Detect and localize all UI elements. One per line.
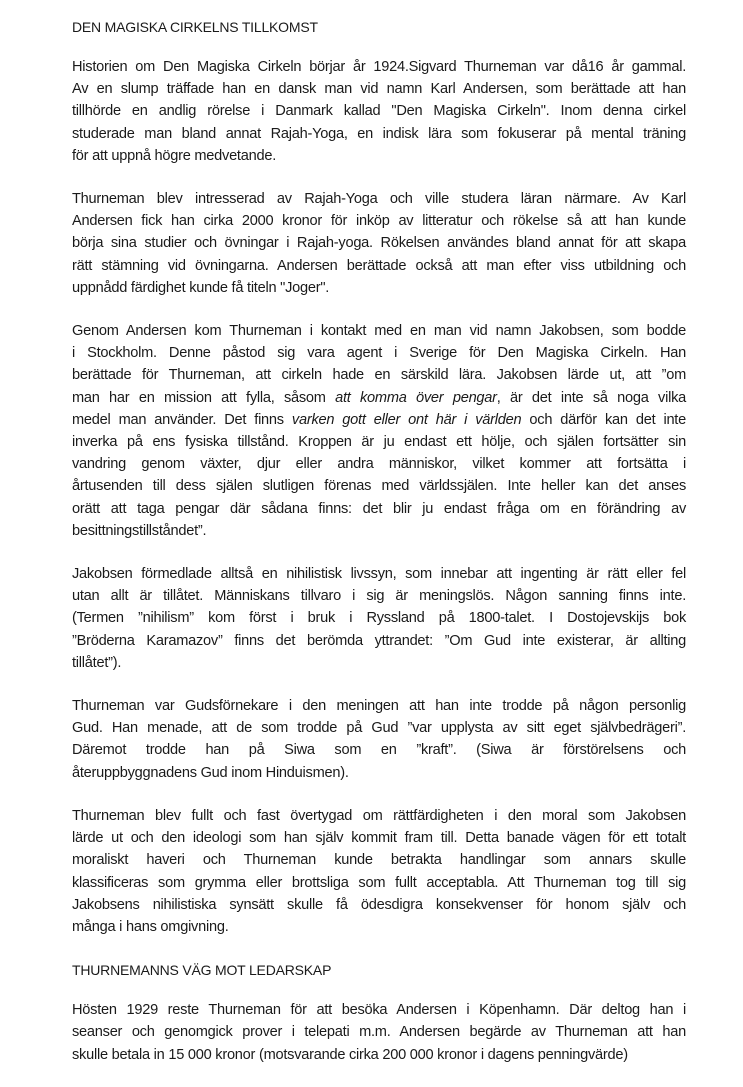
- document-page: [72, 16, 686, 1087]
- emphasized-text: varken gott eller ont här i världen: [291, 411, 522, 428]
- text-line: skulle betala in 15 000 kronor (motsvarande cirka 200 000 kronor i dagens penningvärde): [72, 1046, 628, 1063]
- section-body-tillkomst: [72, 56, 686, 938]
- text-line: Hösten 1929 reste Thurneman för att besöka Andersen i Köpenhamn. Där deltog han i: [72, 1002, 686, 1019]
- section-body-ledarskap: [72, 999, 686, 1066]
- text-line: uppnådd färdighet kunde få titeln "Joger".: [72, 279, 330, 296]
- text-line: inverka på ens fysiska tillstånd. Kroppen är ju endast ett hölje, och själen fortsätter sin: [72, 434, 686, 451]
- text-fragment: man har en mission att fylla, såsom: [72, 389, 336, 406]
- text-fragment: , är det inte så noga vilka: [496, 389, 686, 406]
- text-line: Andersen fick han cirka 2000 kronor för inköp av litteratur och rökelse så att han kunde: [72, 213, 686, 230]
- paragraph: [72, 563, 686, 674]
- text-line: ”Bröderna Karamazov” finns det berömda yttrandet: ”Om Gud inte existerar, är allting: [72, 632, 686, 649]
- text-line: berättade för Thurneman, att cirkeln hade en särskild lära. Jakobsen lärde ut, att ”om: [72, 367, 686, 384]
- text-line: seanser och genomgick prover i telepati m.m. Andersen begärde av Thurneman att han: [72, 1024, 686, 1041]
- text-line: utan allt är tillåtet. Människans tillvaro i sig är meningslös. Någon sanning finns inte.: [72, 588, 686, 605]
- text-line: orätt att taga pengar där sådana finns: det blir ju endast fråga om en förändring av: [72, 500, 686, 517]
- text-line: [72, 387, 686, 409]
- paragraph: [72, 695, 686, 784]
- text-line: Genom Andersen kom Thurneman i kontakt med en man vid namn Jakobsen, som bodde: [72, 323, 686, 340]
- text-line: klassificeras som grymma eller brottsliga som fullt acceptabla. Att Thurneman tog till sig: [72, 874, 686, 891]
- text-line: besittningstillståndet”.: [72, 522, 207, 539]
- paragraph: [72, 805, 686, 938]
- section-heading-ledarskap: THURNEMANNS VÄG MOT LEDARSKAP: [72, 962, 332, 979]
- text-line: Thurneman var Gudsförnekare i den meningen att han inte trodde på någon personlig: [72, 698, 686, 715]
- paragraph: [72, 999, 686, 1066]
- text-line: Jakobsens nihilistiska synsätt skulle få ödesdigra konsekvenser för honom själv och: [72, 896, 686, 913]
- text-line: moraliskt haveri och Thurneman kunde betrakta handlingar som annars skulle: [72, 852, 686, 869]
- text-line: Historien om Den Magiska Cirkeln börjar år 1924.Sigvard Thurneman var då16 år gammal.: [72, 59, 686, 75]
- text-line: i Stockholm. Denne påstod sig vara agent i Sverige för Den Magiska Cirkeln. Han: [72, 345, 686, 362]
- text-line: Thurneman blev intresserad av Rajah-Yoga och ville studera läran närmare. Av Karl: [72, 191, 686, 208]
- text-line: [72, 409, 686, 431]
- paragraph: [72, 56, 686, 167]
- text-line: många i hans omgivning.: [72, 918, 229, 935]
- text-line: återuppbyggnadens Gud inom Hinduismen).: [72, 764, 349, 781]
- paragraph: [72, 188, 686, 299]
- text-line: börja sina studier och övningar i Rajah-yoga. Rökelsen användes bland annat för att skapa: [72, 235, 686, 252]
- paragraph: [72, 320, 686, 542]
- text-line: Däremot trodde han på Siwa som en ”kraft”. (Siwa är förstörelsens och: [72, 742, 686, 759]
- text-line: rätt stämning vid övningarna. Andersen berättade också att man efter viss utbildning och: [72, 257, 686, 274]
- text-line: Gud. Han menade, att de som trodde på Gud ”var upplysta av sitt eget självbedrägeri”.: [72, 720, 686, 737]
- text-line: Jakobsen förmedlade alltså en nihilistisk livssyn, som innebar att ingenting är rätt eller fel: [72, 566, 686, 583]
- text-line: lärde ut och den ideologi som han själv kommit fram till. Detta banade vägen för ett totalt: [72, 830, 686, 847]
- text-fragment: och därför kan det inte: [521, 411, 686, 428]
- section-heading-tillkomst: DEN MAGISKA CIRKELNS TILLKOMST: [72, 19, 318, 35]
- text-fragment: medel man använder. Det finns: [72, 411, 292, 428]
- emphasized-text: att komma över pengar: [335, 389, 497, 406]
- text-line: Thurneman blev fullt och fast övertygad om rättfärdigheten i den moral som Jakobsen: [72, 807, 686, 824]
- text-line: studerade man bland annat Rajah-Yoga, en indisk lära som fokuserar på mental träning: [72, 125, 686, 142]
- text-line: vandring genom växter, djur eller andra människor, vilket kommer att fortsätta i: [72, 456, 686, 473]
- text-line: för att uppnå högre medvetande.: [72, 147, 277, 164]
- text-line: (Termen ”nihilism” kom först i bruk i Ryssland på 1800-talet. I Dostojevskijs bok: [72, 610, 686, 627]
- text-line: tillhörde en andlig rörelse i Danmark kallad "Den Magiska Cirkeln". Inom denna cirkel: [72, 103, 686, 120]
- text-line: Av en slump träffade han en dansk man vid namn Karl Andersen, som berättade att han: [72, 81, 686, 98]
- text-line: tillåtet”).: [72, 654, 122, 671]
- text-line: årtusenden till dess själen slutligen förenas med världssjälen. Inte heller kan det anses: [72, 478, 686, 495]
